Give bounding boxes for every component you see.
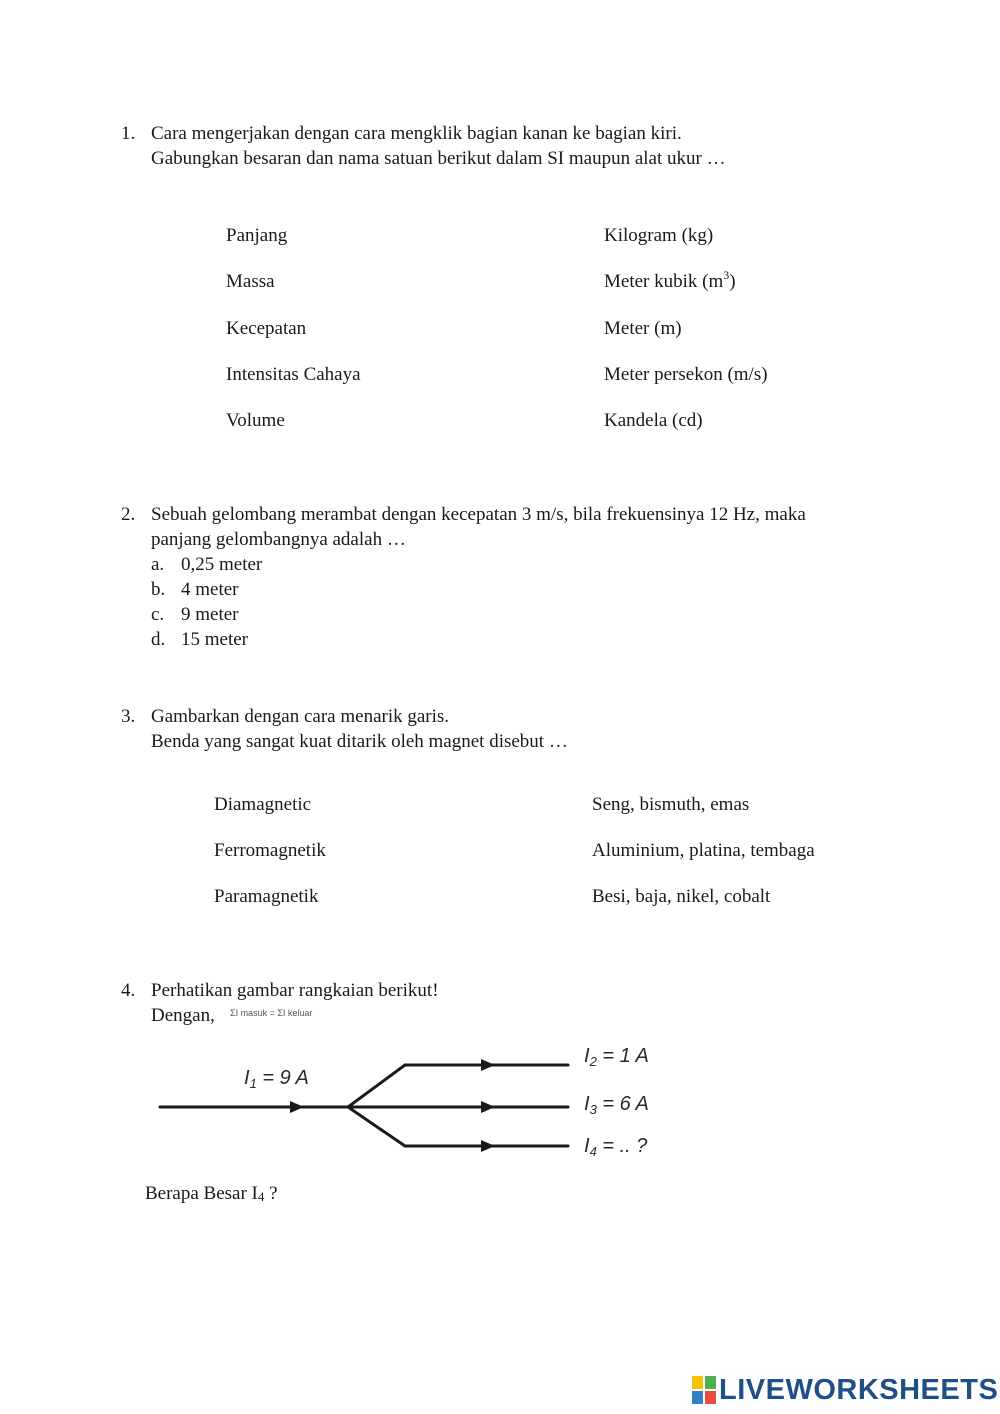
- circuit-diagram: [150, 1040, 670, 1170]
- arrow-top: [481, 1059, 495, 1071]
- liveworksheets-logo-icon: [692, 1376, 716, 1404]
- q4-question-end: ?: [264, 1183, 278, 1204]
- label-i2: $I_2 = 1$ A: [584, 1045, 649, 1069]
- wire-branch-top: [348, 1065, 405, 1107]
- q3-prompt: Benda yang sangat kuat ditarik oleh magnet disebut …: [151, 731, 568, 752]
- q2-option-b[interactable]: 4 meter: [181, 579, 239, 600]
- q1-right-item[interactable]: Kandela (cd): [604, 410, 703, 431]
- q1-right-item-text: Meter kubik (m: [604, 271, 724, 292]
- q3-left-item[interactable]: Ferromagnetik: [214, 840, 326, 861]
- q1-superscript: 3: [723, 268, 730, 282]
- liveworksheets-brand: LIVEWORKSHEETS: [719, 1373, 999, 1406]
- q3-number: 3.: [121, 706, 136, 727]
- q4-dengan: Dengan,: [151, 1005, 215, 1026]
- q1-number: 1.: [121, 123, 136, 144]
- q4-formula: ΣI masuk = ΣI keluar: [230, 1008, 313, 1018]
- q3-left-item[interactable]: Paramagnetik: [214, 886, 319, 907]
- arrow-middle: [481, 1101, 495, 1113]
- arrow-input: [290, 1101, 304, 1113]
- q1-left-item[interactable]: Intensitas Cahaya: [226, 364, 361, 385]
- q4-question-text: Berapa Besar I: [145, 1183, 258, 1204]
- q1-right-item[interactable]: Kilogram (kg): [604, 225, 714, 246]
- q1-left-item[interactable]: Massa: [226, 271, 275, 292]
- wire-branch-bottom: [348, 1107, 405, 1146]
- q1-prompt: Gabungkan besaran dan nama satuan berikut dalam SI maupun alat ukur …: [151, 148, 726, 169]
- q4-question-sub: 4: [257, 1189, 265, 1204]
- q1-right-item[interactable]: [604, 268, 736, 292]
- label-i1: $I_1 = 9$ A: [244, 1067, 309, 1091]
- liveworksheets-logo: [692, 1374, 998, 1406]
- q1-right-item[interactable]: Meter (m): [604, 318, 682, 339]
- q2-option-letter: b.: [151, 579, 166, 600]
- q1-instruction: Cara mengerjakan dengan cara mengklik bagian kanan ke bagian kiri.: [151, 123, 682, 144]
- q4-number: 4.: [121, 980, 136, 1001]
- label-i4: $I_4$ = .. ?: [584, 1135, 648, 1159]
- q2-option-a[interactable]: 0,25 meter: [181, 554, 263, 575]
- q2-option-letter: d.: [151, 629, 166, 650]
- q4-instruction: Perhatikan gambar rangkaian berikut!: [151, 980, 439, 1001]
- q1-right-item-close: ): [729, 271, 736, 292]
- q3-right-item[interactable]: Aluminium, platina, tembaga: [592, 840, 815, 861]
- q2-option-letter: c.: [151, 604, 165, 625]
- arrow-bottom: [481, 1140, 495, 1152]
- q1-left-item[interactable]: Panjang: [226, 225, 288, 246]
- q1-left-item[interactable]: Kecepatan: [226, 318, 307, 339]
- q2-number: 2.: [121, 504, 136, 525]
- q2-option-c[interactable]: 9 meter: [181, 604, 239, 625]
- q3-instruction: Gambarkan dengan cara menarik garis.: [151, 706, 450, 727]
- q4-question: [145, 1184, 278, 1203]
- q2-question-cont: panjang gelombangnya adalah …: [151, 529, 406, 550]
- q2-option-d[interactable]: 15 meter: [181, 629, 249, 650]
- q3-right-item[interactable]: Besi, baja, nikel, cobalt: [592, 886, 771, 907]
- q3-right-item[interactable]: Seng, bismuth, emas: [592, 794, 750, 815]
- q2-option-letter: a.: [151, 554, 165, 575]
- q3-left-item[interactable]: Diamagnetic: [214, 794, 312, 815]
- q1-left-item[interactable]: Volume: [226, 410, 285, 431]
- label-i3: $I_3 = 6$ A: [584, 1093, 649, 1117]
- q1-right-item[interactable]: Meter persekon (m/s): [604, 364, 768, 385]
- q2-question: Sebuah gelombang merambat dengan kecepatan 3 m/s, bila frekuensinya 12 Hz, maka: [151, 504, 806, 525]
